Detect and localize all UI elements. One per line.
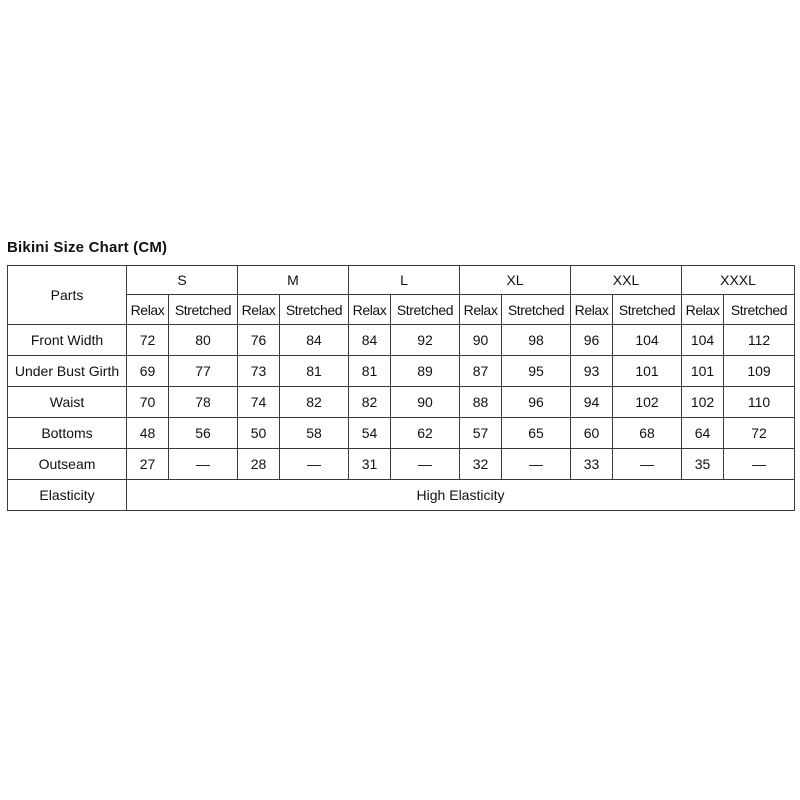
table-cell: 89 xyxy=(391,356,460,387)
table-cell: 96 xyxy=(571,325,613,356)
table-cell: 101 xyxy=(613,356,682,387)
table-cell: 93 xyxy=(571,356,613,387)
table-cell: 101 xyxy=(682,356,724,387)
table-cell: 90 xyxy=(391,387,460,418)
chart-title: Bikini Size Chart (CM) xyxy=(7,239,168,256)
table-cell: 27 xyxy=(127,449,169,480)
table-cell: — xyxy=(724,449,795,480)
parts-header: Parts xyxy=(8,266,127,325)
table-cell: 33 xyxy=(571,449,613,480)
relax-header: Relax xyxy=(571,295,613,325)
row-label: Bottoms xyxy=(8,418,127,449)
row-label: Under Bust Girth xyxy=(8,356,127,387)
table-cell: 74 xyxy=(238,387,280,418)
table-cell: — xyxy=(169,449,238,480)
table-cell: 82 xyxy=(280,387,349,418)
stretched-header: Stretched xyxy=(169,295,238,325)
table-cell: 81 xyxy=(349,356,391,387)
table-cell: 110 xyxy=(724,387,795,418)
table-cell: 72 xyxy=(127,325,169,356)
elasticity-row xyxy=(8,480,795,511)
table-cell: 77 xyxy=(169,356,238,387)
table-cell: 90 xyxy=(460,325,502,356)
elasticity-value: High Elasticity xyxy=(127,480,795,511)
table-cell: 88 xyxy=(460,387,502,418)
table-cell: 92 xyxy=(391,325,460,356)
table-cell: 81 xyxy=(280,356,349,387)
table-cell: 104 xyxy=(682,325,724,356)
relax-header: Relax xyxy=(460,295,502,325)
table-cell: 70 xyxy=(127,387,169,418)
size-header-xxxl: XXXL xyxy=(682,266,795,295)
table-row xyxy=(8,356,795,387)
table-cell: 72 xyxy=(724,418,795,449)
size-header-m: M xyxy=(238,266,349,295)
table-cell: 32 xyxy=(460,449,502,480)
table-cell: — xyxy=(391,449,460,480)
table-cell: 76 xyxy=(238,325,280,356)
table-cell: 69 xyxy=(127,356,169,387)
relax-header: Relax xyxy=(127,295,169,325)
table-cell: 56 xyxy=(169,418,238,449)
table-cell: 28 xyxy=(238,449,280,480)
size-header-l: L xyxy=(349,266,460,295)
stretched-header: Stretched xyxy=(724,295,795,325)
row-label: Waist xyxy=(8,387,127,418)
size-header-xl: XL xyxy=(460,266,571,295)
table-row xyxy=(8,387,795,418)
table-row xyxy=(8,449,795,480)
table-cell: 84 xyxy=(280,325,349,356)
table-cell: 109 xyxy=(724,356,795,387)
table-cell: 68 xyxy=(613,418,682,449)
table-row xyxy=(8,418,795,449)
table-cell: 35 xyxy=(682,449,724,480)
table-cell: 102 xyxy=(613,387,682,418)
table-cell: — xyxy=(280,449,349,480)
size-chart-table xyxy=(7,265,795,511)
sub-header-row xyxy=(8,295,795,325)
row-label: Front Width xyxy=(8,325,127,356)
table-cell: 31 xyxy=(349,449,391,480)
table-cell: 98 xyxy=(502,325,571,356)
table-cell: 95 xyxy=(502,356,571,387)
table-cell: 104 xyxy=(613,325,682,356)
size-header-xxl: XXL xyxy=(571,266,682,295)
table-cell: 65 xyxy=(502,418,571,449)
stretched-header: Stretched xyxy=(613,295,682,325)
row-label: Outseam xyxy=(8,449,127,480)
stretched-header: Stretched xyxy=(502,295,571,325)
stretched-header: Stretched xyxy=(280,295,349,325)
table-cell: 48 xyxy=(127,418,169,449)
table-cell: 87 xyxy=(460,356,502,387)
table-cell: 102 xyxy=(682,387,724,418)
relax-header: Relax xyxy=(349,295,391,325)
table-cell: 80 xyxy=(169,325,238,356)
relax-header: Relax xyxy=(682,295,724,325)
table-cell: 62 xyxy=(391,418,460,449)
size-header-row xyxy=(8,266,795,295)
elasticity-label: Elasticity xyxy=(8,480,127,511)
table-row xyxy=(8,325,795,356)
table-cell: 60 xyxy=(571,418,613,449)
table-cell: 50 xyxy=(238,418,280,449)
table-cell: — xyxy=(613,449,682,480)
size-header-s: S xyxy=(127,266,238,295)
table-cell: 112 xyxy=(724,325,795,356)
table-cell: — xyxy=(502,449,571,480)
table-cell: 57 xyxy=(460,418,502,449)
table-cell: 64 xyxy=(682,418,724,449)
table-cell: 54 xyxy=(349,418,391,449)
table-cell: 96 xyxy=(502,387,571,418)
stretched-header: Stretched xyxy=(391,295,460,325)
table-cell: 58 xyxy=(280,418,349,449)
table-cell: 73 xyxy=(238,356,280,387)
table-cell: 78 xyxy=(169,387,238,418)
table-cell: 84 xyxy=(349,325,391,356)
table-cell: 82 xyxy=(349,387,391,418)
table-cell: 94 xyxy=(571,387,613,418)
relax-header: Relax xyxy=(238,295,280,325)
